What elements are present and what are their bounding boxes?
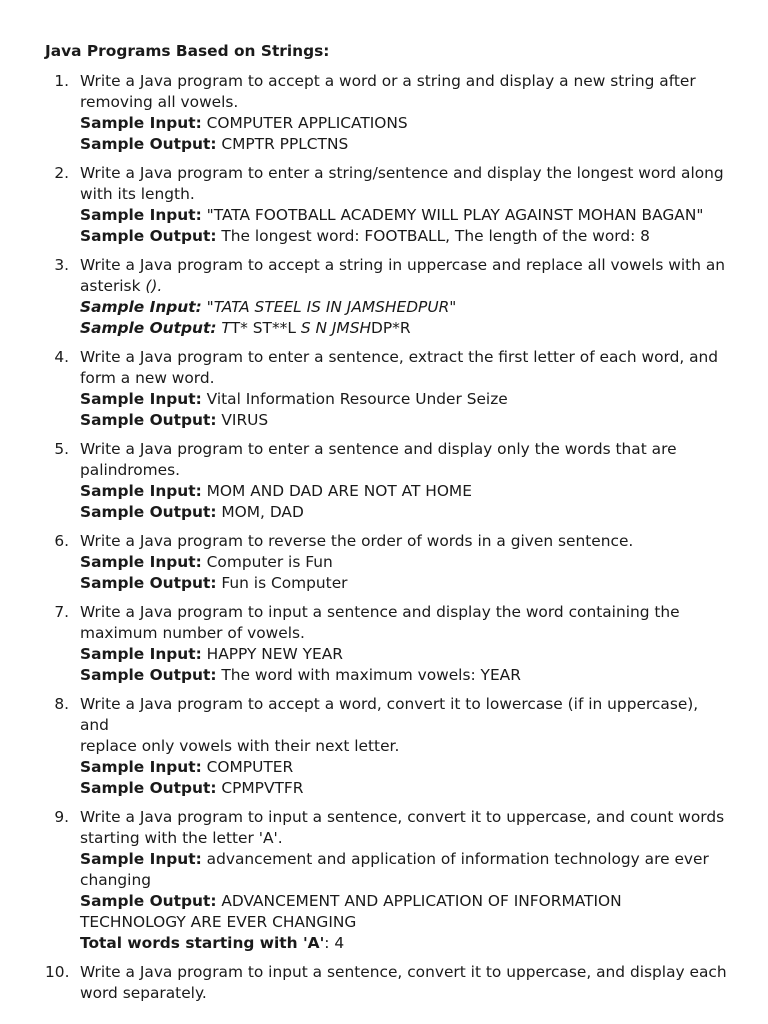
sample-output-value: CMPTR PPLCTNS xyxy=(216,135,349,153)
sample-output-continued: TECHNOLOGY ARE EVER CHANGING xyxy=(80,913,357,931)
question-line: Write a Java program to enter a sentence, extract the first letter of each word, and xyxy=(80,348,719,366)
sample-output-value: VIRUS xyxy=(216,411,269,429)
question-line: starting with the letter 'A'. xyxy=(80,829,283,847)
item-number: 1. xyxy=(54,72,69,90)
item-number: 3. xyxy=(54,256,69,274)
sample-input-value: advancement and application of information technology are ever xyxy=(201,850,709,868)
sample-output-label: Sample Output: xyxy=(80,892,217,910)
sample-output xyxy=(80,134,728,155)
sample-output-label: Sample Output: xyxy=(80,411,217,429)
sample-output-label: Sample Output: xyxy=(80,227,217,245)
sample-output xyxy=(80,665,728,686)
sample-output xyxy=(80,410,728,431)
sample-input xyxy=(80,389,728,410)
list-item-10 xyxy=(45,962,728,1004)
sample-output xyxy=(80,891,728,912)
sample-output-label: Sample Output: xyxy=(80,135,217,153)
item-number: 6. xyxy=(54,532,69,550)
sample-output xyxy=(80,573,728,594)
list-item-6 xyxy=(45,531,728,594)
question-line: Write a Java program to enter a string/sentence and display the longest word along xyxy=(80,164,724,182)
sample-input-value: Computer is Fun xyxy=(201,553,333,571)
sample-input-label: Sample Input: xyxy=(80,758,202,776)
question-line: maximum number of vowels. xyxy=(80,624,305,642)
question-line: removing all vowels. xyxy=(80,93,239,111)
question-line: palindromes. xyxy=(80,461,181,479)
sample-input-label: Sample Input: xyxy=(80,206,202,224)
question-line xyxy=(80,276,728,297)
sample-input-value: TATA STEEL IS IN JAMSHEDPUR xyxy=(213,298,450,316)
sample-input xyxy=(80,552,728,573)
question-line: with its length. xyxy=(80,185,195,203)
sample-output xyxy=(80,226,728,247)
item-number: 4. xyxy=(54,348,69,366)
total-words xyxy=(80,933,728,954)
question-line: Write a Java program to accept a word, convert it to lowercase (if in uppercase), and xyxy=(80,695,699,734)
total-words-label: Total words starting with 'A' xyxy=(80,934,325,952)
sample-output-value: MOM, DAD xyxy=(216,503,304,521)
sample-output-label: Sample Output: xyxy=(80,779,217,797)
sample-output-label: Sample Output: xyxy=(80,319,217,337)
program-list xyxy=(45,71,728,1004)
question-line: Write a Java program to reverse the order of words in a given sentence. xyxy=(80,532,634,550)
list-item-5 xyxy=(45,439,728,523)
question-text: asterisk xyxy=(80,277,146,295)
sample-input xyxy=(80,849,728,870)
list-item-3 xyxy=(45,255,728,339)
sample-input-value: COMPUTER xyxy=(201,758,294,776)
question-line: Write a Java program to enter a sentence and display only the words that are xyxy=(80,440,677,458)
question-line: form a new word. xyxy=(80,369,215,387)
sample-input-quote: " xyxy=(449,298,457,316)
sample-input xyxy=(80,481,728,502)
sample-output-part: T xyxy=(216,319,231,337)
sample-input-value: HAPPY NEW YEAR xyxy=(201,645,343,663)
sample-input-label: Sample Input: xyxy=(80,482,202,500)
question-line: replace only vowels with their next letter. xyxy=(80,737,400,755)
sample-output-value: The longest word: FOOTBALL, The length of the word: 8 xyxy=(216,227,650,245)
sample-output-part: T* ST**L xyxy=(230,319,301,337)
sample-output-label: Sample Output: xyxy=(80,574,217,592)
total-words-value: : 4 xyxy=(324,934,345,952)
sample-input xyxy=(80,205,728,226)
list-item-2 xyxy=(45,163,728,247)
item-number: 8. xyxy=(54,695,69,713)
sample-output-value: CPMPVTFR xyxy=(216,779,304,797)
question-line: Write a Java program to input a sentence, convert it to uppercase, and display each xyxy=(80,963,727,981)
sample-output-value: ADVANCEMENT AND APPLICATION OF INFORMATION xyxy=(216,892,622,910)
sample-input-label: Sample Input: xyxy=(80,114,202,132)
sample-output-part: DP*R xyxy=(371,319,411,337)
page-title: Java Programs Based on Strings: xyxy=(45,42,330,60)
sample-input-value: Vital Information Resource Under Seize xyxy=(201,390,508,408)
sample-input-label: Sample Input: xyxy=(80,645,202,663)
sample-output-value: The word with maximum vowels: YEAR xyxy=(216,666,521,684)
sample-output xyxy=(80,502,728,523)
list-item-1 xyxy=(45,71,728,155)
sample-input xyxy=(80,297,728,318)
question-line: word separately. xyxy=(80,984,207,1002)
sample-input-label: Sample Input: xyxy=(80,390,202,408)
sample-input-value: "TATA FOOTBALL ACADEMY WILL PLAY AGAINST MOHAN BAGAN" xyxy=(201,206,704,224)
sample-input-continued: changing xyxy=(80,871,151,889)
sample-input-value: MOM AND DAD ARE NOT AT HOME xyxy=(201,482,472,500)
item-number: 5. xyxy=(54,440,69,458)
sample-output-part: S N JMSH xyxy=(300,319,372,337)
sample-input-quote: " xyxy=(201,298,214,316)
sample-output-value: Fun is Computer xyxy=(216,574,348,592)
sample-output xyxy=(80,778,728,799)
item-number: 2. xyxy=(54,164,69,182)
item-number: 10. xyxy=(45,963,70,981)
sample-output-label: Sample Output: xyxy=(80,666,217,684)
sample-input-value: COMPUTER APPLICATIONS xyxy=(201,114,408,132)
list-item-9 xyxy=(45,807,728,954)
item-number: 7. xyxy=(54,603,69,621)
question-italic-text: (). xyxy=(145,277,163,295)
question-line: Write a Java program to input a sentence and display the word containing the xyxy=(80,603,680,621)
sample-input xyxy=(80,644,728,665)
sample-output xyxy=(80,318,728,339)
question-line: Write a Java program to input a sentence, convert it to uppercase, and count words xyxy=(80,808,725,826)
question-line: Write a Java program to accept a word or a string and display a new string after xyxy=(80,72,696,90)
list-item-8 xyxy=(45,694,728,799)
sample-input-label: Sample Input: xyxy=(80,850,202,868)
item-number: 9. xyxy=(54,808,69,826)
list-item-7 xyxy=(45,602,728,686)
sample-input xyxy=(80,757,728,778)
sample-input-label: Sample Input: xyxy=(80,298,202,316)
question-line: Write a Java program to accept a string in uppercase and replace all vowels with an xyxy=(80,256,726,274)
sample-input-label: Sample Input: xyxy=(80,553,202,571)
sample-output-label: Sample Output: xyxy=(80,503,217,521)
sample-input xyxy=(80,113,728,134)
list-item-4 xyxy=(45,347,728,431)
